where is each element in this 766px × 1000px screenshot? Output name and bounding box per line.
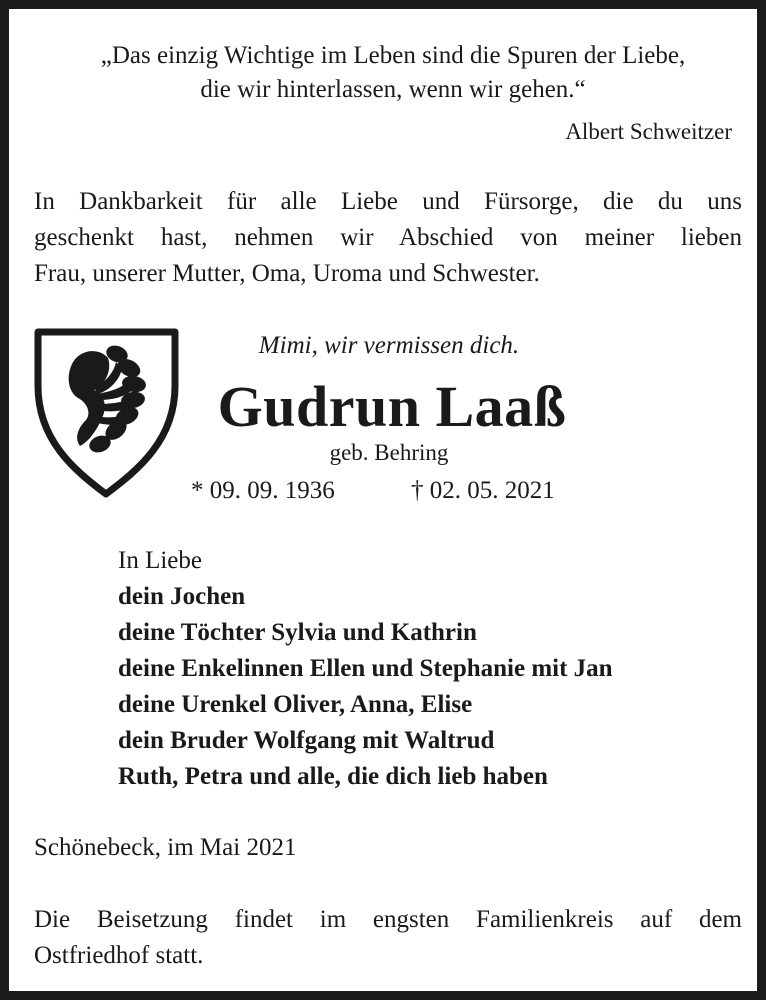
intro-line: In Dankbarkeit für alle Liebe und Fürsorge, die du uns xyxy=(34,188,742,215)
motto: Mimi, wir vermissen dich. xyxy=(258,332,520,359)
quote-line-2: die wir hinterlassen, wenn wir gehen.“ xyxy=(200,76,586,103)
quote-line-1: „Das einzig Wichtige im Leben sind die Spuren der Liebe, xyxy=(100,42,686,69)
funeral-note-line: Ostfriedhof statt. xyxy=(34,942,204,969)
coat-of-arms-shield-icon xyxy=(34,328,179,498)
maiden-name: geb. Behring xyxy=(329,440,449,465)
intro-paragraph xyxy=(34,184,742,292)
mourner-line: Ruth, Petra und alle, die dich lieb haben xyxy=(118,763,548,790)
mourners-list xyxy=(118,579,613,795)
mourner-line: deine Töchter Sylvia und Kathrin xyxy=(118,619,477,646)
intro-line: geschenkt hast, nehmen wir Abschied von meiner lieben xyxy=(34,224,742,251)
funeral-note-line: Die Beisetzung findet im engsten Familienkreis auf dem xyxy=(34,906,742,933)
mourner-line: dein Jochen xyxy=(118,583,246,610)
intro-line: Frau, unserer Mutter, Oma, Uroma und Schwester. xyxy=(34,260,540,287)
mourners-greeting: In Liebe xyxy=(118,547,202,574)
funeral-note xyxy=(34,902,742,974)
death-date: † 02. 05. 2021 xyxy=(411,477,555,504)
mourner-line: deine Enkelinnen Ellen und Stephanie mit Jan xyxy=(118,655,613,682)
quote-author: Albert Schweitzer xyxy=(565,119,732,144)
place-and-date: Schönebeck, im Mai 2021 xyxy=(34,834,297,861)
mourner-line: dein Bruder Wolfgang mit Waltrud xyxy=(118,727,495,754)
birth-date: * 09. 09. 1936 xyxy=(191,477,335,504)
mourner-line: deine Urenkel Oliver, Anna, Elise xyxy=(118,691,473,718)
deceased-name: Gudrun Laaß xyxy=(217,374,567,439)
